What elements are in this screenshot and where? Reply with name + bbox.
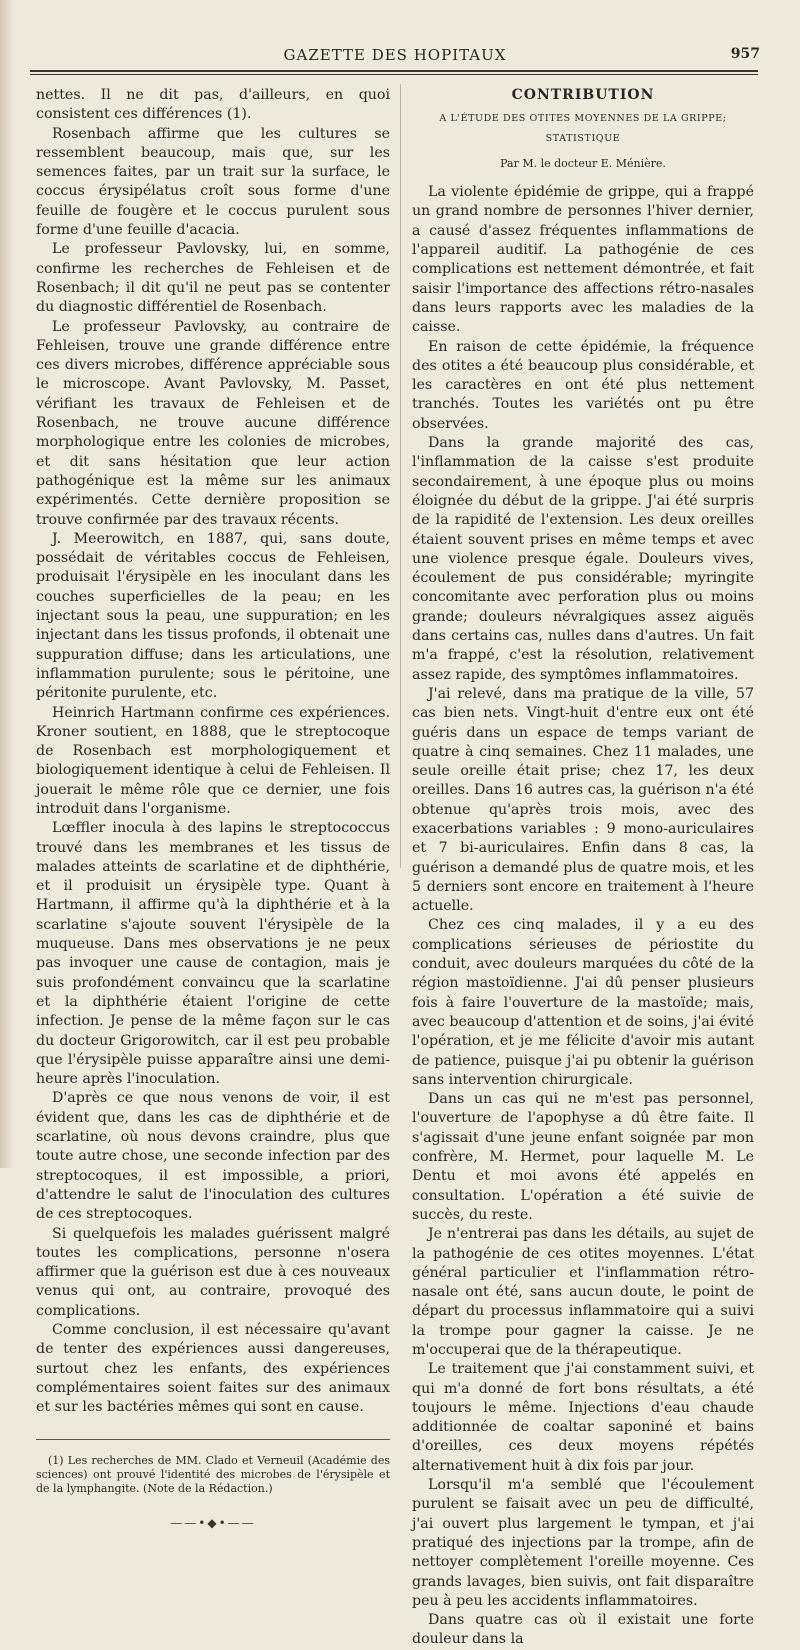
paragraph: Chez ces cinq malades, il y a eu des complications sérieuses de périostite du conduit, avec douleurs marquées du côté de la région mastoïdienne. J'ai dû penser plusieurs fois à faire l'ouverture de la mastoïde; mais, avec beaucoup d'attention et de soins, j'ai évité l'opération, et je me félicite d'avoir mis autant de patience, puisque j'ai pu obtenir la guérison sans intervention chirurgicale. — [412, 917, 754, 1088]
page-number: 957 — [730, 46, 760, 62]
page-header — [30, 40, 760, 70]
paragraph: nettes. Il ne dit pas, d'ailleurs, en quoi consistent ces différences (1). — [36, 87, 390, 123]
paragraph: Dans quatre cas où il existait une forte douleur dans la — [412, 1612, 754, 1648]
article-title: CONTRIBUTION — [511, 87, 655, 103]
paragraph: Lorsqu'il m'a semblé que l'écoulement purulent se faisait avec un peu de difficulté, j'ai ouvert plus largement le tympan, et j'ai pratiqué des injections par la trompe, afin de nettoyer complètement l'oreille moyenne. Ces grands lavages, bien suivis, ont fait disparaître peu à peu les accidents inflammatoires. — [412, 1477, 754, 1609]
paragraph: Dans la grande majorité des cas, l'inflammation de la caisse s'est produite secondairement, à une époque plus ou moins éloignée du début de la grippe. J'ai été surpris de la rapidité de l'extension. Les deux oreilles étaient souvent prises en même temps et avec une violence presque égale. Douleurs vives, écoulement de pus considérable; myringite concomitante avec perforation plus ou moins grande; douleurs névralgiques assez aiguës dans certains cas, nulles dans d'autres. Un fait m'a frappé, c'est la résolution, relativement assez rapide, des symptômes inflammatoires. — [412, 435, 754, 683]
right-column — [412, 86, 754, 1650]
paragraph: Je n'entrerai pas dans les détails, au sujet de la pathogénie de ces otites moyennes. L'état général particulier et l'inflammation rétro-nasale ont été, sans aucun doute, le point de départ du processus inflammatoire qui a suivi la trompe pour gagner la caisse. Je ne m'occuperai que de la thérapeutique. — [412, 1226, 754, 1358]
paragraph: Le professeur Pavlovsky, lui, en somme, confirme les recherches de Fehleisen et de Rosenbach; il dit qu'il ne peut pas se contenter du diagnostic différentiel de Rosenbach. — [36, 241, 390, 316]
column-separator — [400, 84, 401, 868]
paragraph: D'après ce que nous venons de voir, il est évident que, dans les cas de diphthérie et de scarlatine, où nous devons craindre, plus que toute autre chose, une seconde infection par des streptocoques, il est impossible, a priori, d'attendre le salut de l'inoculation des cultures de ces streptocoques. — [36, 1090, 390, 1223]
paragraph: Heinrich Hartmann confirme ces expériences. Kroner soutient, en 1888, que le streptocoque de Rosenbach est morphologiquement et biologiquement identique à celui de Fehleisen. Il jouerait le même rôle que ce dernier, une fois introduit dans l'organisme. — [36, 704, 390, 817]
paragraph: Dans un cas qui ne m'est pas personnel, l'ouverture de l'apophyse a dû être faite. Il s'agissait d'une jeune enfant soignée par mon confrère, M. Hermet, pour laquelle M. Le Dentu et moi avons été appelés en consultation. L'opération a été suivie de succès, du reste. — [412, 1091, 754, 1223]
footnote-rule — [36, 1439, 390, 1440]
paragraph: Rosenbach affirme que les cultures se ressemblent beaucoup, mais que, sur les semences faites, par un trait sur la surface, le coccus érysipélatus croît sous forme d'une feuille de fougère et le coccus purulent sous forme d'une feuille d'acacia. — [36, 125, 390, 239]
paragraph: La violente épidémie de grippe, qui a frappé un grand nombre de personnes l'hiver dernier, a causé d'assez fréquentes inflammations de l'appareil auditif. La pathogénie de ces complications est nettement démontrée, et fait saisir l'importance des affections rétro-nasales dans leurs rapports avec les maladies de la caisse. — [412, 184, 754, 336]
paragraph: J. Meerowitch, en 1887, qui, sans doute, possédait de véritables coccus de Fehleisen, produisait l'érysipèle en les inoculant dans les couches superficielles de la peau; en les injectant sous la peau, une suppuration; en les injectant dans les tissus profonds, il obtenait une suppuration diffuse; dans les articulations, une inflammation purulente; sous le péritoine, une péritonite purulente, etc. — [36, 530, 390, 702]
paragraph: Comme conclusion, il est nécessaire qu'avant de tenter des expériences aussi dangereuses, surtout chez les enfants, des expériences complémentaires soient faites sur des animaux et sur les bactéries mêmes qui sont en cause. — [36, 1322, 390, 1416]
paragraph: Si quelquefois les malades guérissent malgré toutes les complications, personne n'osera affirmer que la guérison est due à ces nouveaux venus qui ont, au contraire, provoqué des complications. — [36, 1225, 390, 1319]
footnote: (1) Les recherches de MM. Clado et Verneuil (Académie des sciences) ont prouvé l'identité des microbes de l'érysipèle et de la lymphangite. (Note de la Rédaction.) — [36, 1454, 390, 1496]
article-subtitle: A L'ÉTUDE DES OTITES MOYENNES DE LA GRIPPE; STATISTIQUE — [439, 113, 727, 144]
paragraph: En raison de cette épidémie, la fréquence des otites a été beaucoup plus considérable, et les caractères en ont été plus nettement tranchés. Toutes les variétés ont pu être observées. — [412, 338, 754, 432]
article-author: Par M. le docteur E. Ménière. — [500, 156, 666, 170]
paragraph: Le traitement que j'ai constamment suivi, et qui m'a donné de fort bons résultats, a été toujours le même. Injections d'eau chaude additionnée de coaltar saponiné et bains d'oreilles, ces deux moyens répétés alternativement huit à dix fois par jour. — [412, 1361, 754, 1474]
page-binding-edge — [0, 0, 14, 1168]
left-column — [36, 86, 390, 1534]
paragraph: Le professeur Pavlovsky, au contraire de Fehleisen, trouve une grande différence entre ces divers microbes, différence appréciable sous le microscope. Avant Pavlovsky, M. Passet, vérifiant les travaux de Fehleisen et de Rosenbach, ne trouve aucune différence morphologique entre les colonies de microbes, et dit sans hésitation que leur action pathogénique est la même sur les animaux expérimentés. Cette dernière proposition se trouve confirmée par des travaux récents. — [36, 318, 390, 528]
running-title: GAZETTE DES HOPITAUX — [283, 46, 507, 64]
section-ornament: ——•◆•—— — [170, 1516, 256, 1531]
header-double-rule — [30, 70, 758, 75]
paragraph: Lœffler inocula à des lapins le streptococcus trouvé dans les membranes et les tissus de malades atteints de scarlatine et de diphthérie, et il produisit un érysipèle type. Quant à Hartmann, il affirme qu'à la diphthérie et à la scarlatine s'ajoute souvent l'érysipèle de la muqueuse. Dans mes observations je ne peux pas invoquer une cause de contagion, mais je suis profondément convaincu que la scarlatine et la diphthérie étaient l'origine de cette infection. Je pense de la même façon sur le cas du docteur Grigorowitch, car il est peu probable que l'érysipèle puisse apparaître ainsi une demi-heure après l'inoculation. — [36, 820, 390, 1088]
paragraph: J'ai relevé, dans ma pratique de la ville, 57 cas bien nets. Vingt-huit d'entre eux ont été guéris dans un espace de temps variant de quatre à cinq semaines. Chez 11 malades, une seule oreille était prise; chez 17, les deux oreilles. Dans 16 autres cas, la guérison n'a été obtenue qu'après trois mois, avec des exacerbations variables : 9 mono-auriculaires et 7 bi-auriculaires. Enfin dans 8 cas, la guérison a demandé plus de quatre mois, et les 5 derniers sont encore en traitement à l'heure actuelle. — [412, 685, 754, 915]
